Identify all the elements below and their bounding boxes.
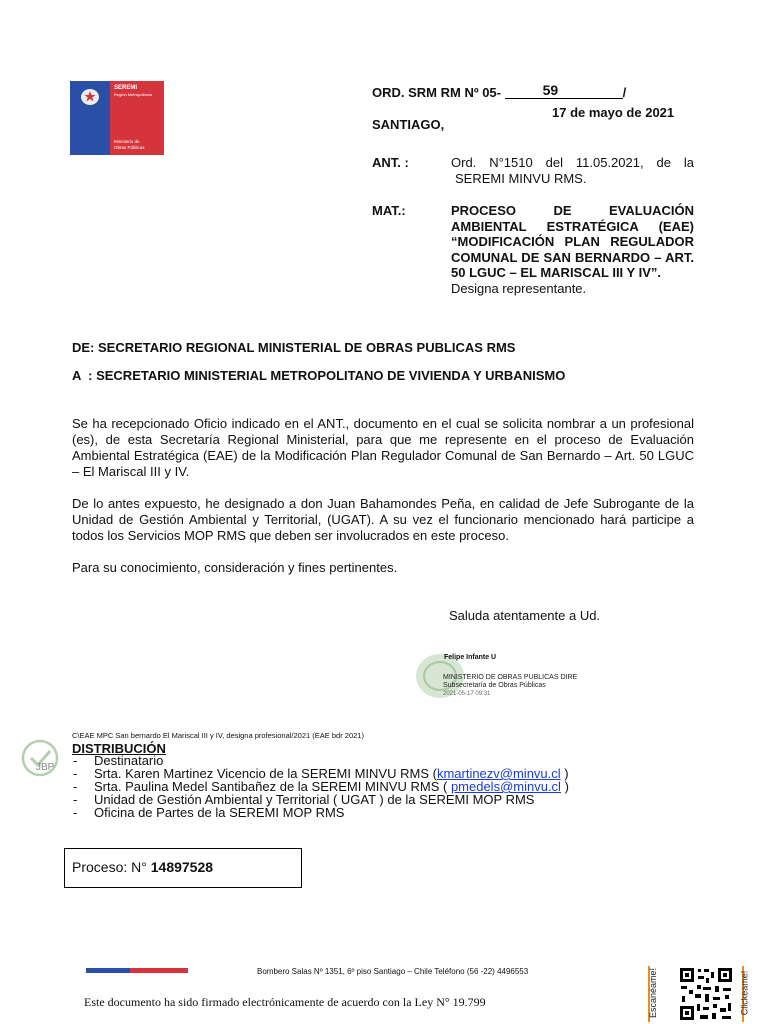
mat-text bbox=[451, 203, 694, 296]
logo-ministry-line2: Obras Públicas bbox=[114, 145, 145, 150]
ant-line-2: SEREMI MINVU RMS. bbox=[455, 171, 587, 186]
process-number: 14897528 bbox=[150, 859, 214, 875]
signer-timestamp: 2021-05-17 09:31 bbox=[443, 691, 491, 697]
body-paragraph-2: De lo antes expuesto, he designado a don Juan Bahamondes Peña, en calidad de Jefe Subrogante de la Unidad de Gestión Ambiental y Territorial, (UGAT). A su vez el funcionario mencionado hará participe a todos los Servicios MOP RMS que deben ser involucrados en este proceso. bbox=[72, 496, 694, 543]
logo-subtitle: Región Metropolitana bbox=[114, 92, 153, 97]
body-paragraph-3: Para su conocimiento, consideración y fines pertinentes. bbox=[72, 560, 398, 575]
distribution-item-text: Srta. Paulina Medel Santibañez de la SEREMI MINVU RMS ( bbox=[94, 779, 451, 794]
ord-suffix: / bbox=[622, 85, 627, 100]
distribution-item-text: Oficina de Partes de la SEREMI MOP RMS bbox=[94, 805, 345, 820]
signer-org: MINISTERIO DE OBRAS PUBLICAS DIRE bbox=[443, 674, 578, 681]
distribution-item-text: Destinatario bbox=[94, 753, 164, 768]
mat-line-5: 50 LGUC – EL MARISCAL III Y IV”. bbox=[451, 265, 661, 280]
ant-line-1: Ord. N°1510 del 11.05.2021, de la bbox=[451, 155, 694, 170]
qr-code-icon[interactable] bbox=[678, 966, 734, 1022]
mat-line-3: “MODIFICACIÓN PLAN REGULADOR bbox=[451, 234, 694, 249]
distribution-item-text: Unidad de Gestión Ambiental y Territorial ( UGAT ) de la SEREMI MOP RMS bbox=[94, 792, 535, 807]
signer-name: Felipe Infante U bbox=[444, 654, 497, 661]
process-label: Proceso: N° bbox=[72, 859, 147, 875]
logo-ministry-line1: Ministerio de bbox=[114, 139, 140, 144]
ord-number-field bbox=[505, 82, 623, 99]
scan-label-box bbox=[648, 966, 662, 1022]
body-paragraph-1: Se ha recepcionado Oficio indicado en el ANT., documento en el cual se solicita nombrar a un profesional (es), de esta Secretaría Regional Ministerial, para que me represente en el proceso de Evaluación Ambiental Estratégica (EAE) de la Modificación Plan Regulador Comunal de San Bernardo – Art. 50 LGUC – El Mariscal III y IV. bbox=[72, 416, 694, 479]
mat-line-2: AMBIENTAL ESTRATÉGICA (EAE) bbox=[451, 218, 694, 234]
distribution-list bbox=[70, 754, 569, 819]
email-link[interactable]: kmartinezv@minvu.cl bbox=[436, 766, 561, 781]
mat-line-4: COMUNAL DE SAN BERNARDO – ART. bbox=[451, 249, 694, 265]
from-line: DE: SECRETARIO REGIONAL MINISTERIAL DE OBRAS PUBLICAS RMS bbox=[72, 340, 516, 355]
distribution-item-text: Srta. Karen Martinez Vicencio de la SEREMI MINVU RMS ( bbox=[94, 766, 437, 781]
footer-address: Bombero Salas Nº 1351, 6º piso Santiago – Chile Teléfono (56 -22) 4496553 bbox=[257, 967, 529, 976]
ord-number: 59 bbox=[542, 82, 559, 98]
ord-prefix: ORD. SRM RM Nº 05- bbox=[372, 85, 501, 100]
chile-crest-icon bbox=[76, 85, 104, 107]
scan-label: Escanéame! bbox=[648, 967, 659, 1019]
email-link[interactable]: pmedels@minvu.cl bbox=[450, 779, 561, 794]
distribution-item bbox=[70, 806, 569, 819]
click-label: Clickeame! bbox=[739, 970, 750, 1016]
footer-stripe-red bbox=[130, 968, 188, 973]
logo-title: SEREMI bbox=[114, 85, 138, 91]
stamp-initials: JBP bbox=[36, 762, 55, 773]
process-box bbox=[64, 848, 302, 888]
ant-label: ANT. : bbox=[372, 155, 409, 170]
closing: Saluda atentamente a Ud. bbox=[449, 608, 601, 623]
to-line: A : SECRETARIO MINISTERIAL METROPOLITANO DE VIVIENDA Y URBANISMO bbox=[72, 368, 566, 383]
logo-ministry bbox=[114, 139, 145, 151]
distribution-title: DISTRIBUCIÓN bbox=[72, 741, 166, 756]
seremi-logo bbox=[70, 81, 164, 155]
footer-stripe-blue bbox=[86, 968, 130, 973]
mat-label: MAT.: bbox=[372, 203, 406, 218]
file-path: C\EAE MPC San bernardo El Mariscal III y IV, designa profesional/2021 (EAE bdr 2021) bbox=[72, 731, 364, 740]
click-label-box bbox=[739, 966, 756, 1022]
mat-line-1: PROCESO DE EVALUACIÓN bbox=[451, 203, 694, 218]
distribution-item-tail: ) bbox=[560, 779, 569, 794]
footer-legal: Este documento ha sido firmado electrónicamente de acuerdo con la Ley N° 19.799 bbox=[84, 995, 486, 1009]
date: 17 de mayo de 2021 bbox=[552, 105, 675, 120]
distribution-item-tail: ) bbox=[560, 766, 569, 781]
ord-line bbox=[372, 84, 626, 101]
signer-block bbox=[443, 674, 577, 698]
mat-line-6: Designa representante. bbox=[451, 280, 587, 296]
ant-text bbox=[451, 155, 694, 187]
signer-subsecretaria: Subsecretaría de Obras Públicas bbox=[443, 682, 546, 689]
city: SANTIAGO, bbox=[372, 117, 445, 132]
